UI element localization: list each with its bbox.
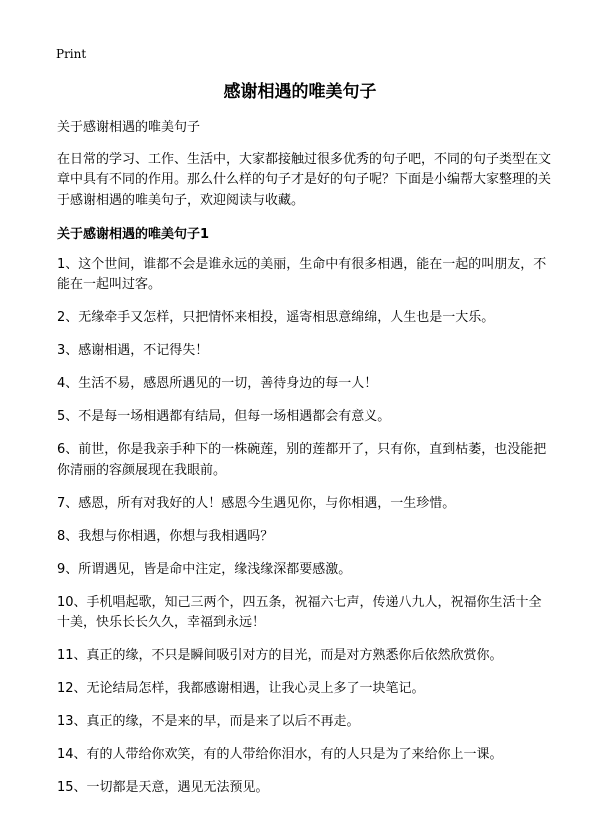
list-item: 15、一切都是天意，遇见无法预见。 (57, 780, 269, 795)
list-item: 14、有的人带给你欢笑，有的人带给你泪水，有的人只是为了来给你上一课。 (57, 747, 503, 762)
list-item: 8、我想与你相遇，你想与我相遇吗？ (57, 528, 274, 544)
list-item: 10、手机唱起歌，知己三两个，四五条，祝福六七声，传递八九人，祝福你生活十全十美，快乐长长久久，幸福到永远！ (57, 594, 542, 630)
list-item: 2、无缘牵手又怎样，只把情怀来相投，遥寄相思意绵绵，人生也是一大乐。 (57, 310, 495, 325)
list-item: 7、感恩，所有对我好的人！感恩今生遇见你，与你相遇，一生珍惜。 (57, 495, 456, 511)
article-body (57, 118, 553, 811)
section-heading: 关于感谢相遇的唯美句子1 (57, 227, 210, 242)
list-item: 9、所谓遇见，皆是命中注定，缘浅缘深都要感激。 (57, 561, 352, 577)
list-item: 11、真正的缘，不只是瞬间吸引对方的目光，而是对方熟悉你后依然欣赏你。 (57, 648, 503, 663)
list-item: 4、生活不易，感恩所遇见的一切，善待身边的每一人！ (57, 376, 378, 391)
list-item: 13、真正的缘，不是来的早，而是来了以后不再走。 (57, 714, 360, 729)
page-title: 感谢相遇的唯美句子 (223, 82, 377, 102)
list-item: 5、不是每一场相遇都有结局，但每一场相遇都会有意义。 (57, 409, 391, 424)
list-item: 12、无论结局怎样，我都感谢相遇，让我心灵上多了一块笔记。 (57, 681, 425, 696)
list-item: 6、前世，你是我亲手种下的一株碗莲，别的莲都开了，只有你，直到枯萎，也没能把你清丽的容颜展现在我眼前。 (57, 442, 547, 478)
intro-paragraph: 在日常的学习、工作、生活中，大家都接触过很多优秀的句子吧，不同的句子类型在文章中具有不同的作用。那么什么样的句子才是好的句子呢？下面是小编帮大家整理的关于感谢相遇的唯美句子，欢迎阅读与收藏。 (57, 151, 552, 208)
print-link[interactable]: Print (56, 47, 87, 61)
list-item: 1、这个世间，谁都不会是谁永远的美丽，生命中有很多相遇，能在一起的叫朋友，不能在一起叫过客。 (57, 256, 547, 292)
list-item: 3、感谢相遇，不记得失！ (57, 343, 209, 358)
article-subtitle: 关于感谢相遇的唯美句子 (57, 120, 201, 135)
